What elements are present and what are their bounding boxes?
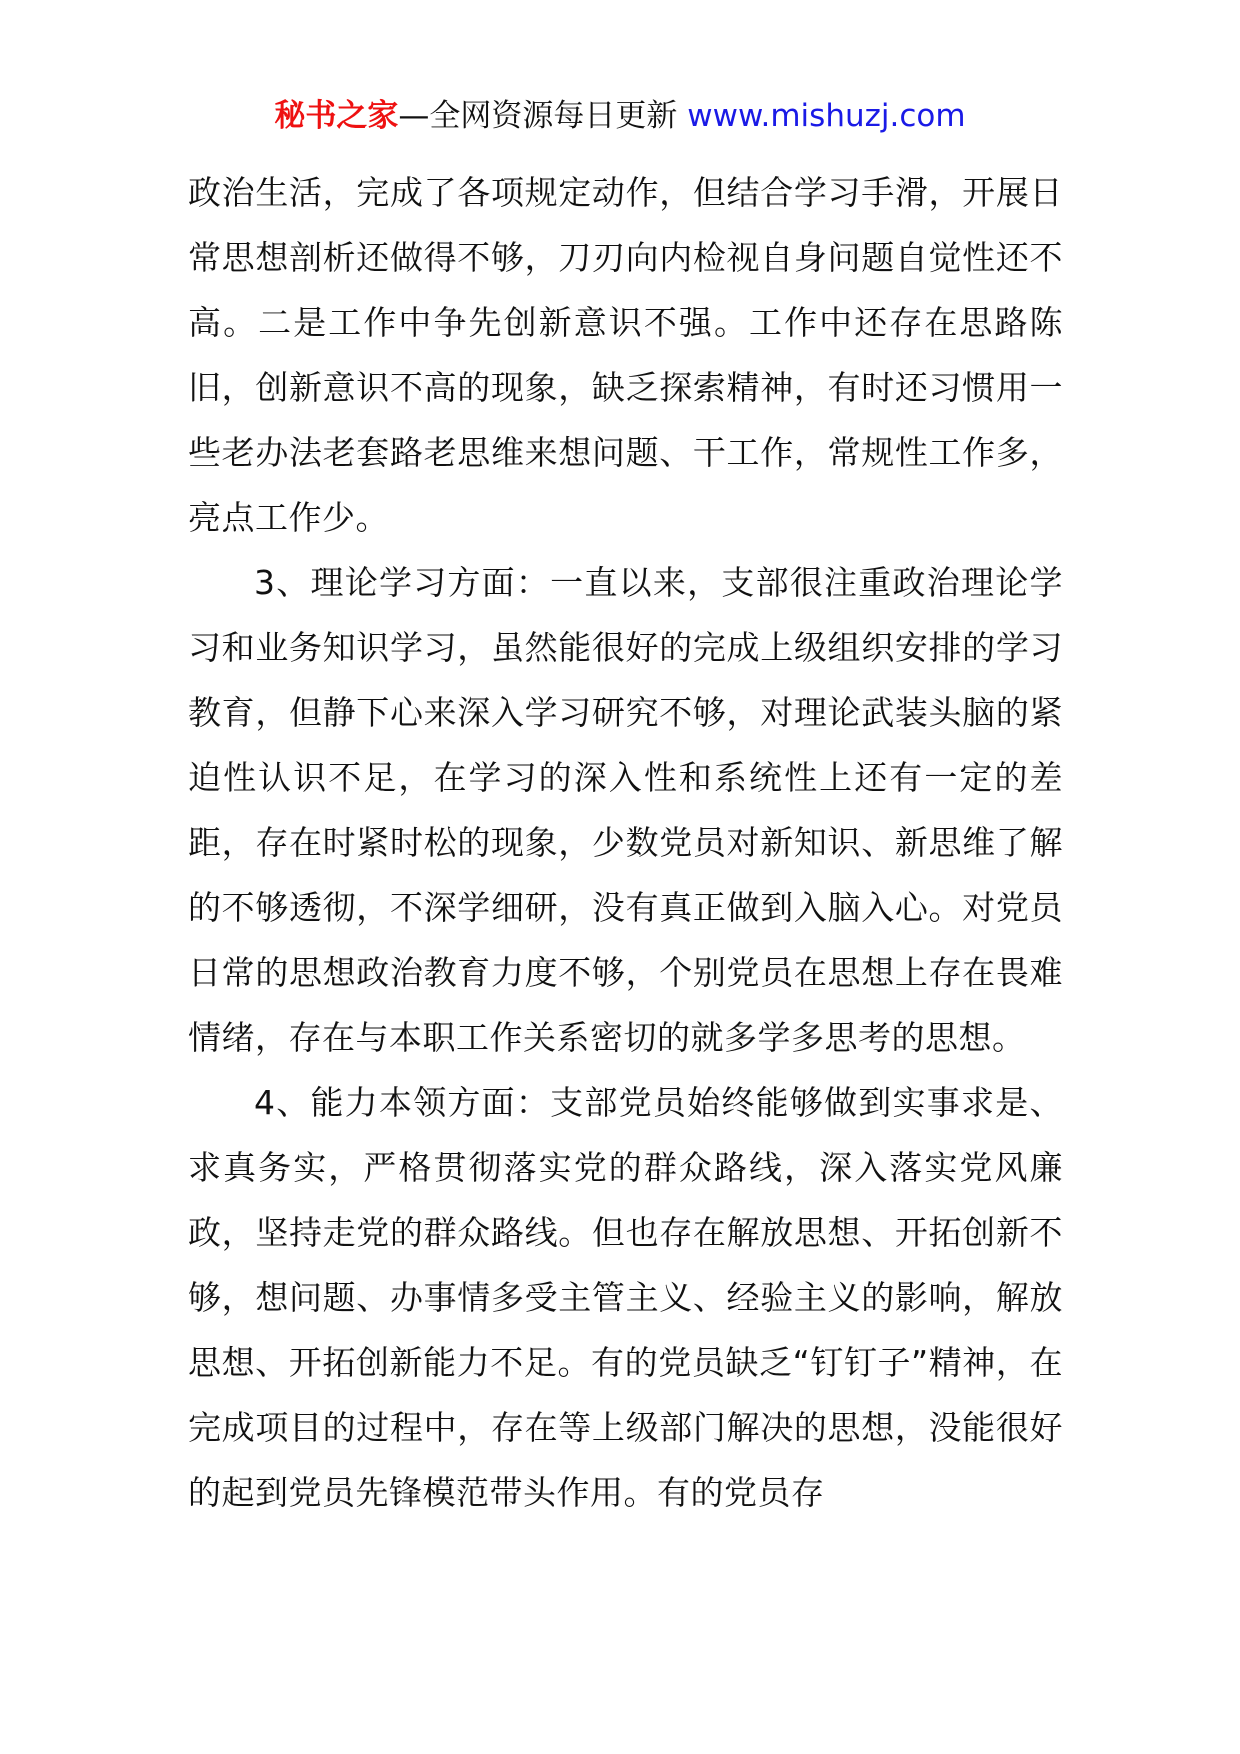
paragraph-ability: 4、能力本领方面：支部党员始终能够做到实事求是、求真务实，严格贯彻落实党的群众路线，深入落实党风廉政，坚持走党的群众路线。但也存在解放思想、开拓创新不够，想问题、办事情多受主管主义、经验主义的影响，解放思想、开拓创新能力不足。有的党员缺乏“钉钉子”精神，在完成项目的过程中，存在等上级部门解决的思想，没能很好的起到党员先锋模范带头作用。有的党员存 <box>188 1083 1063 1512</box>
paragraph-theory-study: 3、理论学习方面：一直以来，支部很注重政治理论学习和业务知识学习，虽然能很好的完成上级组织安排的学习教育，但静下心来深入学习研究不够，对理论武装头脑的紧迫性认识不足，在学习的深入性和系统性上还有一定的差距，存在时紧时松的现象，少数党员对新知识、新思维了解的不够透彻，不深学细研，没有真正做到入脑入心。对党员日常的思想政治教育力度不够，个别党员在思想上存在畏难情绪，存在与本职工作关系密切的就多学多思考的思想。 <box>188 563 1063 1057</box>
document-body <box>188 160 1063 1525</box>
site-tagline: —全网资源每日更新 <box>398 98 678 134</box>
paragraph-continuation: 政治生活，完成了各项规定动作，但结合学习手滑，开展日常思想剖析还做得不够，刀刃向内检视自身问题自觉性还不高。二是工作中争先创新意识不强。工作中还存在思路陈旧，创新意识不高的现象，缺乏探索精神，有时还习惯用一些老办法老套路老思维来想问题、干工作，常规性工作多，亮点工作少。 <box>188 173 1063 537</box>
site-brand: 秘书之家 <box>274 98 399 134</box>
site-url-link[interactable]: www.mishuzj.com <box>687 98 966 134</box>
site-header <box>0 94 1240 138</box>
